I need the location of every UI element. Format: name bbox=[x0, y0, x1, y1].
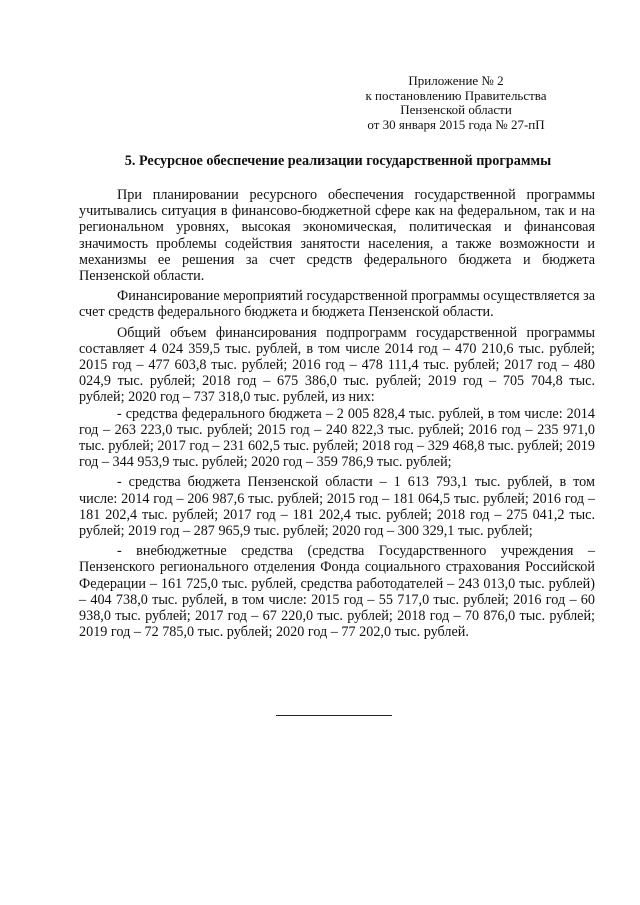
paragraph-total-volume: Общий объем финансирования подпрограмм государственной программы составляет 4 024 359,5 тыс. рублей, в том числе 2014 год – 470 210,6 тыс. рублей; 2015 год – 477 603,8 тыс. рублей; 2016 год – 478 111,4 тыс. рублей; 2017 год – 480 024,9 тыс. рублей; 2018 год – 675 386,0 тыс. рублей; 2019 год – 705 704,8 тыс. рублей; 2020 год – 737 318,0 тыс. рублей, из них: bbox=[79, 324, 595, 406]
body-text bbox=[79, 187, 595, 640]
appendix-header bbox=[356, 74, 556, 132]
paragraph-federal-budget: - средства федерального бюджета – 2 005 828,4 тыс. рублей, в том числе: 2014 год – 263 223,0 тыс. рублей; 2015 год – 240 822,3 тыс. рублей; 2016 год – 235 971,0 тыс. рублей; 2017 год – 231 602,5 тыс. рублей; 2018 год – 329 468,8 тыс. рублей; 2019 год – 344 953,9 тыс. рублей; 2020 год – 359 786,9 тыс. рублей; bbox=[79, 405, 595, 471]
appendix-region: Пензенской области bbox=[400, 102, 512, 117]
footer-divider bbox=[276, 715, 392, 716]
paragraph-regional-budget: - средства бюджета Пензенской области – 1 613 793,1 тыс. рублей, в том числе: 2014 год – 206 987,6 тыс. рублей; 2015 год – 181 064,5 тыс. рублей; 2016 год – 181 202,4 тыс. рублей; 2017 год – 181 202,4 тыс. рублей; 2018 год – 275 041,2 тыс. рублей; 2019 год – 287 965,9 тыс. рублей; 2020 год – 300 329,1 тыс. рублей; bbox=[79, 474, 595, 540]
paragraph-financing-sources: Финансирование мероприятий государственной программы осуществляется за счет средств федерального бюджета и бюджета Пензенской области. bbox=[79, 288, 595, 321]
appendix-number: Приложение № 2 bbox=[408, 73, 504, 88]
paragraph-extrabudgetary: - внебюджетные средства (средства Государственного учреждения – Пензенского регионального отделения Фонда социального страхования Российской Федерации – 161 725,0 тыс. рублей, средства работодателей – 243 013,0 тыс. рублей) – 404 738,0 тыс. рублей, в том числе: 2015 год – 55 717,0 тыс. рублей; 2016 год – 60 938,0 тыс. рублей; 2017 год – 67 220,0 тыс. рублей; 2018 год – 70 876,0 тыс. рублей; 2019 год – 72 785,0 тыс. рублей; 2020 год – 77 202,0 тыс. рублей. bbox=[79, 543, 595, 641]
section-title: 5. Ресурсное обеспечение реализации государственной программы bbox=[124, 153, 552, 169]
paragraph-planning: При планировании ресурсного обеспечения государственной программы учитывались ситуация в финансово-бюджетной сфере как на федеральном, так и на региональном уровнях, высокая экономическая, политическая и финансовая значимость проблемы содействия занятости населения, а также возможности и механизмы ее решения за счет средств федерального бюджета и бюджета Пензенской области. bbox=[79, 187, 595, 285]
appendix-resolution-ref: к постановлению Правительства bbox=[365, 87, 547, 103]
appendix-date: от 30 января 2015 года № 27-пП bbox=[367, 116, 545, 132]
